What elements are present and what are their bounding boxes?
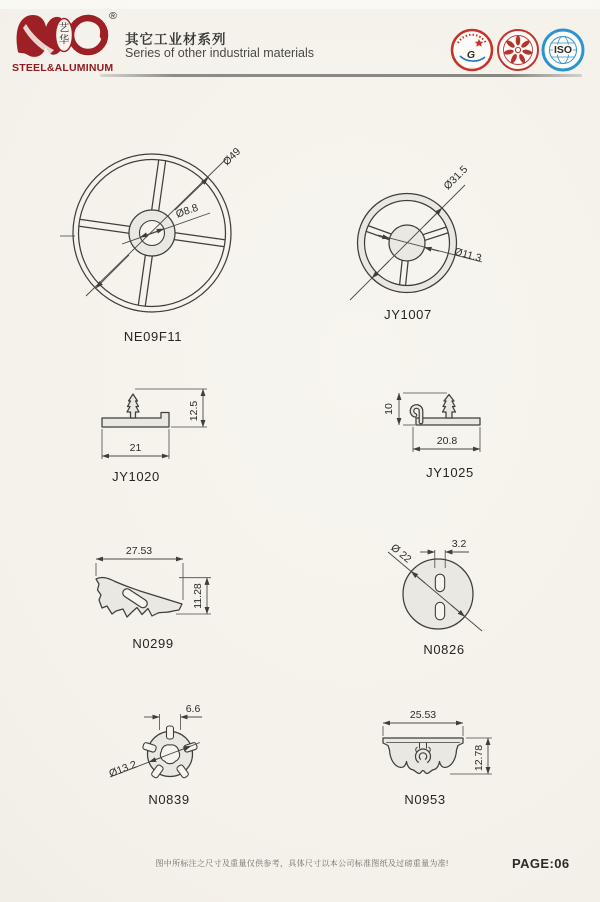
part-number-label: JY1007 (384, 307, 432, 322)
drawing-N0299 (70, 530, 250, 655)
drawing-NE09F11 (60, 120, 320, 355)
dimension-label: Ø8.8 (174, 201, 200, 221)
footer-disclaimer: 图中所标注之尺寸及重量仅供参考，具体尺寸以本公司标准图纸及过磅重量为准! (155, 859, 449, 868)
svg-text:ISO: ISO (553, 44, 573, 56)
part-number-label: N0826 (423, 642, 465, 657)
brand-name: STEEL&ALUMINUM (12, 62, 114, 74)
part-number-label: JY1025 (426, 465, 474, 480)
dimension-label: 21 (129, 442, 142, 454)
brand-emblem-icon (12, 10, 124, 62)
dimension-label: 12.78 (473, 744, 485, 772)
part-number-label: N0953 (404, 792, 446, 807)
dimension-label: 27.53 (125, 545, 153, 557)
part-number-label: N0839 (148, 792, 190, 807)
certification-badges (450, 26, 586, 79)
series-title-en: Series of other industrial materials (125, 46, 314, 60)
dimension-label: Ø 22 (388, 541, 414, 566)
part-number-label: N0299 (132, 636, 174, 651)
dimension-label: Ø31.5 (441, 163, 471, 193)
drawing-JY1025 (370, 370, 550, 485)
dimension-label: 11.28 (192, 583, 204, 609)
series-title-cn: 其它工业材系列 (125, 32, 227, 47)
drawing-N0826 (370, 520, 550, 665)
dimension-label: 25.53 (409, 709, 437, 721)
page-top-edge (0, 0, 600, 9)
gb-certification-badge-icon (452, 30, 492, 70)
part-number-label: JY1020 (112, 469, 160, 484)
dimension-label: 12.5 (188, 400, 200, 422)
brand-logo (12, 10, 124, 80)
dimension-label: 10 (383, 403, 395, 415)
registered-mark-icon: ® (109, 10, 117, 22)
dimension-label: 20.8 (436, 435, 458, 447)
header-divider (100, 74, 582, 77)
svg-text:G: G (466, 49, 476, 61)
drawing-N0953 (340, 690, 540, 815)
dimension-label: Ø11.3 (452, 245, 483, 265)
dimension-label: Ø13.2 (107, 758, 139, 780)
dimension-label: 6.6 (185, 703, 201, 715)
page-number: PAGE:06 (512, 856, 570, 871)
drawing-JY1007 (330, 150, 550, 335)
iso-certification-badge-icon (543, 30, 583, 70)
quality-stamp-badge-icon (498, 30, 538, 70)
drawing-JY1020 (70, 370, 250, 495)
dimension-label: Ø49 (220, 145, 244, 169)
logo-cn-char-top: 艺 (58, 22, 70, 34)
drawing-N0839 (90, 690, 260, 815)
logo-cn-char-bottom: 华 (58, 34, 70, 46)
dimension-label: 3.2 (451, 538, 467, 550)
part-number-label: NE09F11 (123, 329, 183, 344)
